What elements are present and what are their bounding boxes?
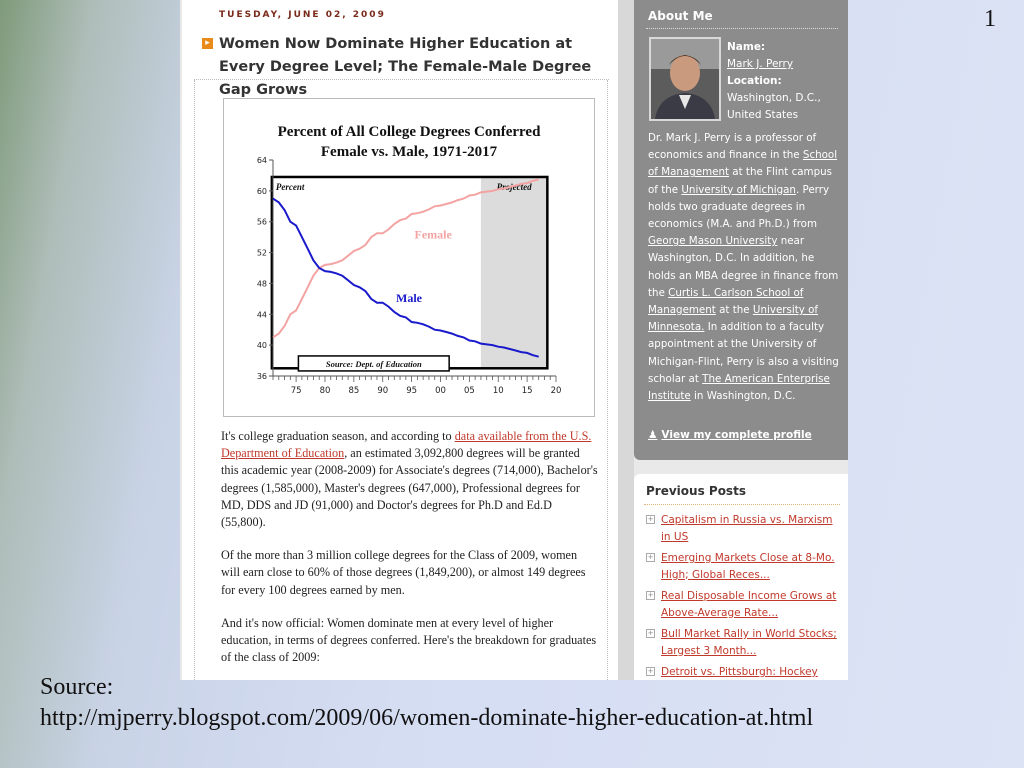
sidebar-gutter bbox=[618, 0, 634, 680]
text: . Perry holds two graduate degrees in economics (M.A. and Ph.D.) from bbox=[648, 183, 830, 231]
previous-post-item[interactable] bbox=[646, 626, 842, 659]
chart-figure bbox=[223, 98, 595, 417]
text: It's college graduation season, and according to bbox=[221, 429, 455, 443]
previous-posts-title: Previous Posts bbox=[646, 484, 746, 498]
y-tick-label: 44 bbox=[256, 310, 267, 320]
post-link-label: Emerging Markets Close at 8-Mo. High; Global Reces... bbox=[661, 552, 835, 581]
source-note: Source: Dept. of Education bbox=[325, 358, 422, 369]
previous-posts-panel bbox=[634, 474, 848, 680]
source-label: Source: bbox=[40, 674, 114, 700]
profile-meta bbox=[727, 39, 827, 124]
view-profile-link[interactable] bbox=[648, 429, 812, 441]
x-tick-label: 90 bbox=[377, 386, 389, 396]
post-body bbox=[221, 428, 599, 680]
text: near Washington, D.C. In addition, he holds an MBA degree in finance from the bbox=[648, 235, 839, 299]
post-title[interactable]: Women Now Dominate Higher Education at Every Degree Level; The Female-Male Degree Gap Grows bbox=[219, 36, 592, 98]
slide-number: 1 bbox=[984, 6, 996, 32]
post-link-label: Bull Market Rally in World Stocks; Largest 3 Month... bbox=[661, 628, 837, 657]
user-icon: ♟ bbox=[648, 429, 658, 441]
aei-link[interactable]: The American Enterprise Institute bbox=[648, 372, 830, 403]
chart-title: Percent of All College Degrees Conferred bbox=[277, 124, 541, 140]
x-tick-label: 10 bbox=[492, 386, 504, 396]
blog-post bbox=[182, 0, 619, 680]
projected-region bbox=[481, 177, 547, 368]
series-label-female: Female bbox=[414, 227, 452, 242]
about-title: About Me bbox=[648, 9, 713, 23]
carlson-link[interactable]: Curtis L. Carlson School of Management bbox=[648, 286, 804, 317]
x-tick-label: 00 bbox=[435, 386, 446, 396]
divider bbox=[607, 80, 608, 680]
previous-post-item[interactable] bbox=[646, 512, 842, 545]
post-link-label: Capitalism in Russia vs. Marxism in US bbox=[661, 514, 833, 543]
degree-chart bbox=[224, 99, 594, 416]
profile-link-label: View my complete profile bbox=[661, 429, 812, 441]
text: at the bbox=[715, 304, 753, 317]
y-tick-label: 56 bbox=[256, 217, 267, 227]
x-tick-label: 15 bbox=[521, 386, 533, 396]
expand-icon: + bbox=[647, 629, 654, 637]
previous-post-item[interactable] bbox=[646, 550, 842, 583]
source-citation bbox=[40, 672, 813, 734]
x-tick-label: 75 bbox=[290, 386, 302, 396]
series-label-male: Male bbox=[396, 290, 423, 305]
text: , an estimated 3,092,800 degrees will be granted this academic year (2008-2009) for Associate's degrees (714,000), Bachelor's degrees (1,585,000), Master's degrees (647,000), Professional degrees for MD, DDS and JD (91,000) and Doctor's degrees for Ph.D and Ed.D (55,800). bbox=[221, 446, 598, 530]
gmu-link[interactable]: George Mason University bbox=[648, 235, 778, 248]
paragraph-3: And it's now official: Women dominate men at every level of higher education, in terms of degrees conferred. Here's the breakdown for graduates of the class of 2009: bbox=[221, 615, 597, 665]
profile-name-link[interactable]: Mark J. Perry bbox=[727, 58, 794, 70]
profile-bio bbox=[648, 130, 844, 405]
expand-icon: + bbox=[647, 553, 654, 561]
text: at the Flint campus of the bbox=[648, 166, 833, 196]
chart-subtitle: Female vs. Male, 1971-2017 bbox=[320, 144, 498, 160]
blog-screenshot bbox=[180, 0, 848, 680]
post-date: TUESDAY, JUNE 02, 2009 bbox=[219, 10, 386, 20]
y-tick-label: 48 bbox=[256, 279, 267, 289]
arrow-icon: ▸ bbox=[202, 38, 213, 49]
school-link[interactable]: School of Management bbox=[648, 149, 838, 179]
previous-post-item[interactable] bbox=[646, 588, 842, 621]
y-tick-label: 60 bbox=[256, 186, 267, 196]
projected-label: Projected bbox=[496, 181, 532, 192]
location-label: Location: bbox=[727, 75, 782, 87]
x-tick-label: 85 bbox=[348, 386, 360, 396]
doe-data-link[interactable]: data available from the U.S. Department of Education bbox=[221, 429, 592, 461]
profile-photo[interactable] bbox=[649, 37, 721, 121]
divider bbox=[644, 504, 840, 505]
text: Dr. Mark J. Perry is a professor of economics and finance in the bbox=[648, 132, 817, 162]
text: In addition to a faculty appointment at the University of Michigan-Flint, Perry is also a visiting scholar at bbox=[648, 321, 839, 385]
post-link-label: Detroit vs. Pittsburgh: Hockey bbox=[661, 666, 818, 678]
x-tick-label: 95 bbox=[406, 386, 418, 396]
x-tick-label: 80 bbox=[319, 386, 331, 396]
divider bbox=[194, 80, 195, 680]
post-link-label: Real Disposable Income Grows at Above-Average Rate... bbox=[661, 590, 837, 619]
location-value: Washington, D.C., United States bbox=[727, 92, 821, 121]
y-tick-label: 40 bbox=[256, 341, 267, 351]
expand-icon: + bbox=[647, 667, 654, 675]
person-icon bbox=[651, 39, 719, 119]
divider bbox=[646, 28, 838, 29]
text: in Washington, D.C. bbox=[690, 390, 796, 403]
y-tick-label: 52 bbox=[256, 248, 267, 258]
x-tick-label: 05 bbox=[463, 386, 475, 396]
y-tick-label: 64 bbox=[256, 156, 267, 165]
paragraph-1 bbox=[221, 428, 599, 531]
name-label: Name: bbox=[727, 41, 766, 53]
minnesota-link[interactable]: University of Minnesota. bbox=[648, 304, 819, 334]
x-tick-label: 20 bbox=[550, 386, 562, 396]
about-me-panel bbox=[634, 0, 848, 460]
y-axis-label: Percent bbox=[275, 182, 305, 193]
divider bbox=[194, 79, 609, 80]
y-tick-label: 36 bbox=[256, 372, 267, 381]
previous-posts-list bbox=[646, 512, 842, 680]
university-link[interactable]: University of Michigan bbox=[681, 183, 796, 196]
expand-icon: + bbox=[647, 591, 654, 599]
source-url[interactable]: http://mjperry.blogspot.com/2009/06/women-dominate-higher-education-at.html bbox=[40, 705, 814, 731]
expand-icon: + bbox=[647, 515, 654, 523]
paragraph-2: Of the more than 3 million college degrees for the Class of 2009, women will earn close to 60% of those degrees (1,849,200), or almost 149 degrees for every 100 degrees earned by men. bbox=[221, 548, 586, 597]
